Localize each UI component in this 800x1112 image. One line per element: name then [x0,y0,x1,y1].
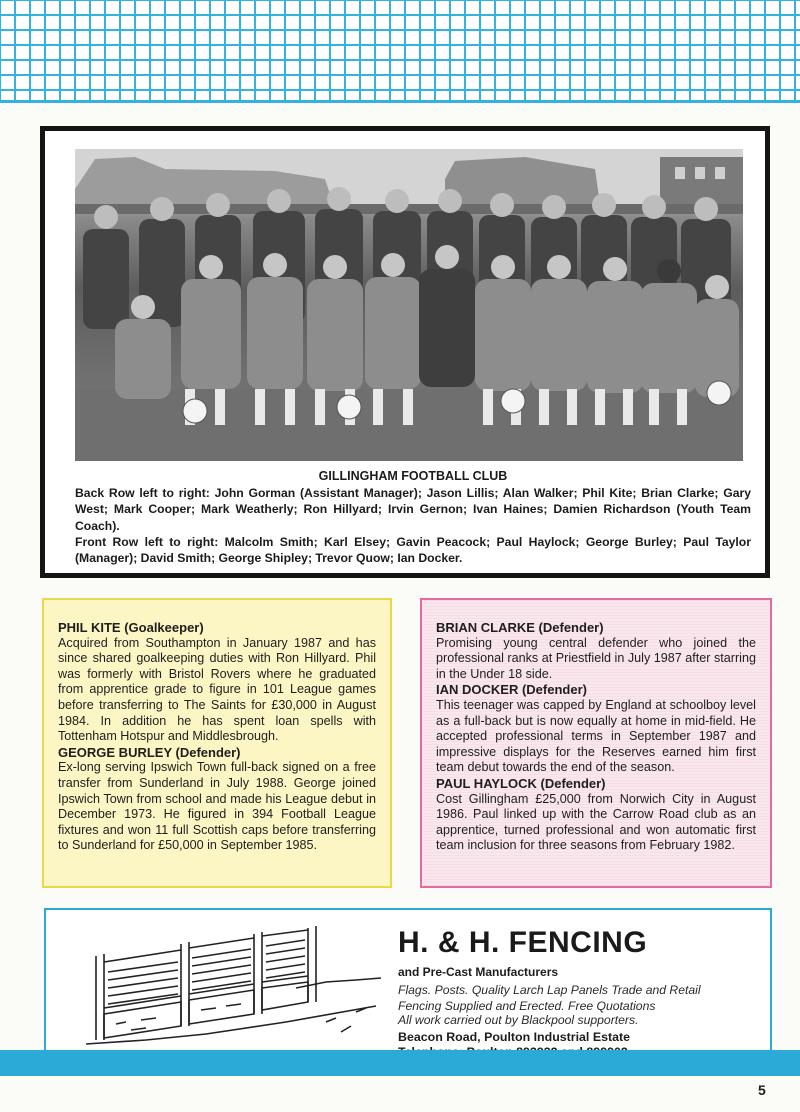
fencing-advert [44,908,772,1060]
advert-title: H. & H. FENCING [398,926,648,959]
profile-name: PAUL HAYLOCK (Defender) [436,775,606,791]
profile-name: GEORGE BURLEY (Defender) [58,744,241,760]
profile-text: Cost Gillingham £25,000 from Norwich City in August 1986. Paul linked up with the Carrow Road club as an apprentice, turned professional and won automatic first team inclusion for three seasons from February 1982. [436,791,756,853]
top-grid-rule [0,100,800,103]
player-profiles-right [420,598,772,888]
profile-text: Promising young central defender who joined the professional ranks at Priestfield in July 1987 after starring in the Under 18 side. [436,635,756,681]
player-profiles-left [42,598,392,888]
profile-name: IAN DOCKER (Defender) [436,682,587,698]
advert-line-products: Flags. Posts. Quality Larch Lap Panels Trade and Retail [398,983,701,997]
profile-name: PHIL KITE (Goalkeeper) [58,620,204,635]
profile-text: Ex-long serving Ipswich Town full-back signed on a free transfer from Sunderland in July 1988. George joined Ipswich Town from school and made his League debut in December 1973. He figured in 394 Football League fixtures and won 11 full Scottish caps before transferring to Sunderland for £50,000 in September 1985. [58,760,376,853]
profile-phil-kite [58,620,376,745]
profile-text: This teenager was capped by England at schoolboy level as a full-back but is now equally at home in mid-field. He accepted professional terms in September 1987 and impressive displays for the Reserves earned him first team debut towards the end of the season. [436,697,756,775]
profile-text: Acquired from Southampton in January 1987 and has since shared goalkeeping duties with Ron Hillyard. Phil was formerly with Bristol Rovers where he graduated from apprentice grade to figure in 101 League games before transferring to The Saints for £30,000 in August 1984. In addition he has spent loan spells with Tottenham Hotspur and Middlesbrough. [58,635,376,744]
profile-ian-docker [436,682,756,776]
team-photo-panel [40,126,770,578]
bottom-cyan-band [0,1050,800,1076]
team-photo [75,149,743,461]
profile-paul-haylock [436,776,756,854]
advert-line-supporters: All work carried out by Blackpool supporters. [398,1013,639,1027]
advert-address: Beacon Road, Poulton Industrial Estate [398,1030,631,1044]
advert-line-services: Fencing Supplied and Erected. Free Quotations [398,999,656,1013]
profile-george-burley [58,745,376,854]
photo-caption-front-row: Front Row left to right: Malcolm Smith; Karl Elsey; Gavin Peacock; Paul Haylock; George Burley; Paul Taylor (Manager); David Smith; George Shipley; Trevor Quow; Ian Docker. [75,534,751,566]
photo-caption [75,468,751,566]
fence-sketch-icon [86,922,386,1052]
team-photo-illustration [75,149,743,461]
photo-caption-title: GILLINGHAM FOOTBALL CLUB [318,469,508,483]
advert-subtitle: and Pre-Cast Manufacturers [398,965,559,979]
top-grid-band [0,0,800,100]
page-number: 5 [758,1082,766,1098]
profile-name: BRIAN CLARKE (Defender) [436,620,604,635]
photo-caption-back-row: Back Row left to right: John Gorman (Assistant Manager); Jason Lillis; Alan Walker; Phil Kite; Brian Clarke; Gary West; Mark Cooper; Mark Weatherly; Ron Hillyard; Irvin Gernon; Ivan Haines; Damien Richardson (Youth Team Coach). [75,486,751,533]
profile-brian-clarke [436,620,756,682]
